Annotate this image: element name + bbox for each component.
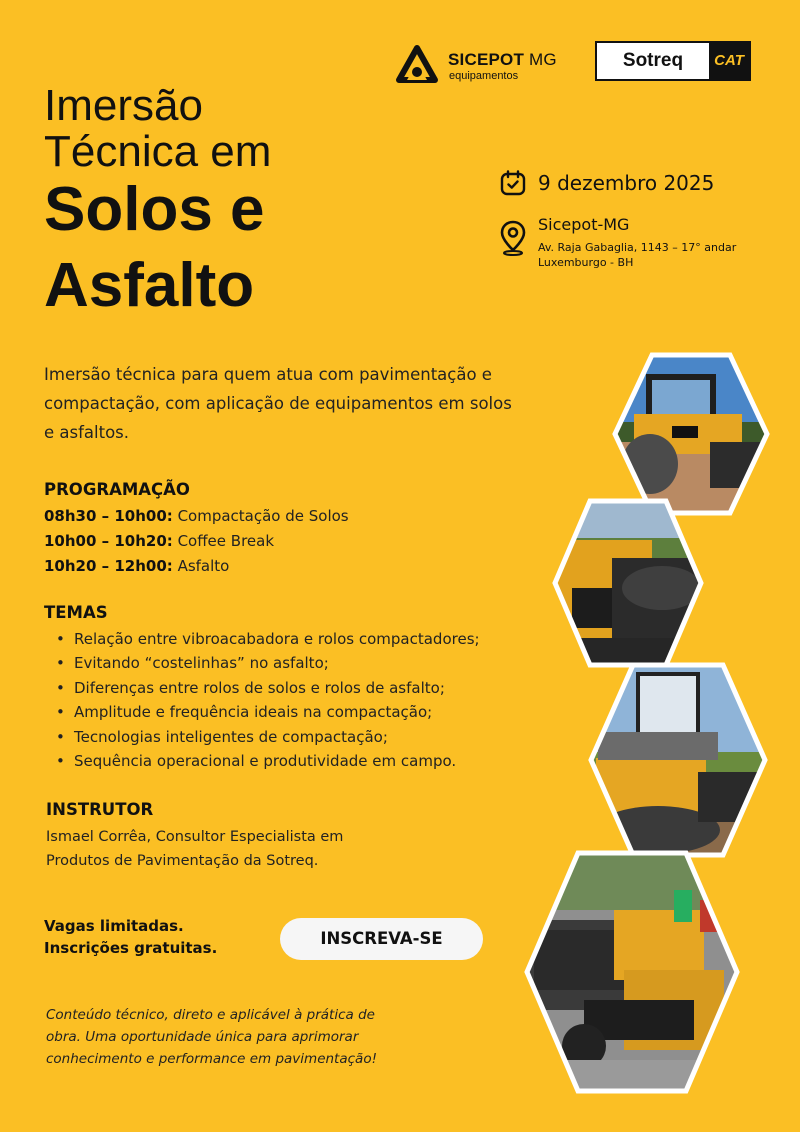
intro-text: Imersão técnica para quem atua com pavimentação e compactação, com aplicação de equipamentos em solos e asfaltos. (44, 365, 512, 442)
schedule-activity: Compactação de Solos (172, 507, 349, 525)
instrutor-text: Ismael Corrêa, Consultor Especialista em Produtos de Pavimentação da Sotreq. (46, 829, 344, 869)
hex-photo-tandem-roller (612, 352, 770, 516)
schedule-item (44, 507, 349, 525)
sicepot-logo-name: SICEPOT MG (448, 50, 557, 69)
temas-heading: TEMAS (44, 603, 108, 622)
cat-logo-text: CAT (709, 43, 749, 79)
title-line-1: Imersão (44, 81, 203, 130)
map-pin-icon (499, 220, 527, 256)
programacao-heading: PROGRAMAÇÃO (44, 480, 190, 499)
closing-text: Conteúdo técnico, direto e aplicável à prática de obra. Uma oportunidade única para aprimorar conhecimento e performance em pavimentação! (46, 1007, 377, 1067)
location-name: Sicepot-MG (538, 215, 630, 234)
title-line-4: Asfalto (44, 251, 255, 320)
tema-item: • Evitando “costelinhas” no asfalto; (52, 651, 480, 675)
schedule-item (44, 557, 229, 575)
calendar-check-icon (500, 170, 526, 196)
vagas-line-1: Vagas limitadas. (44, 917, 184, 935)
vagas-line-2: Inscrições gratuitas. (44, 939, 218, 957)
tema-item: • Diferenças entre rolos de solos e rolos de asfalto; (52, 676, 480, 700)
sicepot-logo-subtitle: equipamentos (449, 70, 519, 82)
schedule-time: 10h00 – 10h20: (44, 532, 173, 550)
register-button[interactable]: INSCREVA-SE (280, 918, 483, 960)
title-line-2: Técnica em (44, 127, 272, 176)
schedule-activity: Coffee Break (172, 532, 275, 550)
vagas-info (44, 915, 217, 959)
hex-photo-paver-truck (524, 850, 740, 1094)
event-date: 9 dezembro 2025 (538, 171, 715, 195)
location-address (538, 240, 736, 270)
tema-item: • Sequência operacional e produtividade em campo. (52, 749, 480, 773)
hex-photo-asphalt-paver (552, 498, 704, 668)
instrutor-heading: INSTRUTOR (46, 800, 154, 819)
sotreq-logo-text: Sotreq (622, 50, 684, 71)
sotreq-cat-logo (595, 41, 751, 81)
tema-item: • Amplitude e frequência ideais na compactação; (52, 700, 480, 724)
address-line-2: Luxemburgo - BH (538, 256, 634, 269)
schedule-time: 08h30 – 10h00: (44, 507, 173, 525)
hex-photo-soil-compactor (588, 662, 768, 858)
schedule-activity: Asfalto (172, 557, 230, 575)
title-line-3: Solos e (44, 175, 265, 244)
temas-list (52, 627, 480, 773)
address-line-1: Av. Raja Gabaglia, 1143 – 17° andar (538, 241, 737, 254)
tema-item: • Relação entre vibroacabadora e rolos compactadores; (52, 627, 480, 651)
tema-item: • Tecnologias inteligentes de compactação; (52, 725, 480, 749)
schedule-time: 10h20 – 12h00: (44, 557, 173, 575)
schedule-item (44, 532, 274, 550)
